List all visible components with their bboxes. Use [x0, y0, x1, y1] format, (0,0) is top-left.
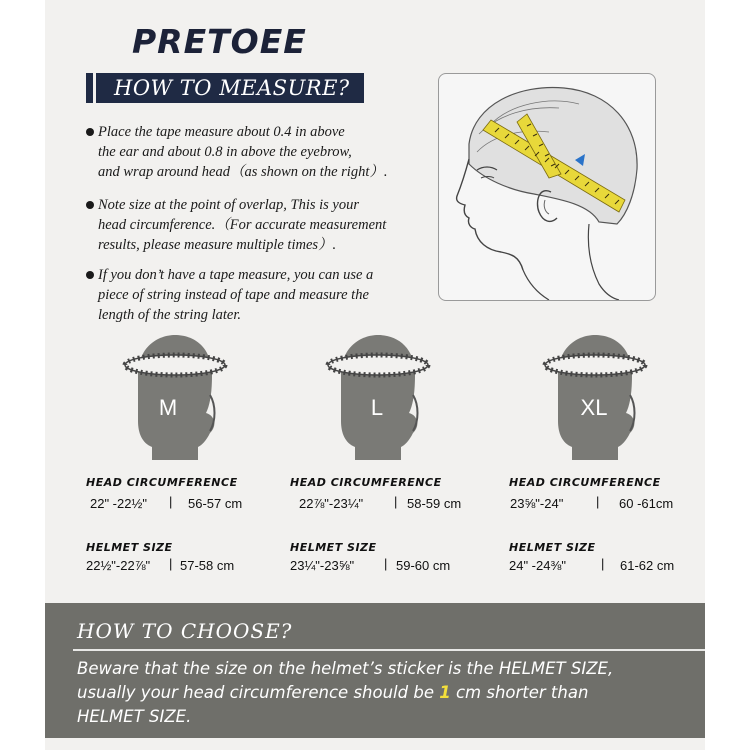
brand-logo: PRETOEE: [132, 22, 307, 61]
step-2-line-3: results, please measure multiple times）.: [98, 237, 337, 253]
size-l-head-cm: 58-59 cm: [407, 496, 462, 511]
step-2-line-2: head circumference.（For accurate measurement: [98, 217, 387, 233]
choose-line-1: Beware that the size on the helmet’s sticker is the HELMET SIZE,: [77, 659, 614, 678]
choose-line-2: [77, 681, 687, 705]
step-2-line-1: Note size at the point of overlap, This is your: [98, 197, 359, 213]
size-m-helmet-inches: 22½"-22⅞": [86, 558, 151, 573]
size-l-helmet-title: HELMET SIZE: [290, 541, 377, 554]
size-xl-helmet-cm: 61-62 cm: [620, 558, 675, 573]
step-3-line-2: piece of string instead of tape and measure the: [98, 287, 369, 303]
size-m-label: M: [158, 395, 178, 420]
size-xl-helmet-inches: 24" -24⅜": [509, 558, 566, 573]
size-l-head-inches: 22⅞"-23¼": [299, 496, 364, 511]
size-l-helmet-separator: |: [384, 556, 388, 571]
head-silhouette-icon: [540, 335, 650, 460]
size-xl-head-separator: |: [596, 494, 600, 509]
head-silhouette-icon: [120, 335, 230, 460]
size-xl-helmet-title: HELMET SIZE: [509, 541, 596, 554]
step-3-line-3: length of the string later.: [98, 307, 241, 323]
bullet-dot-icon: [86, 271, 94, 279]
size-l-head-separator: |: [394, 494, 398, 509]
measure-step-3: [86, 265, 373, 325]
size-l-label: L: [370, 395, 384, 420]
size-m-head-cm: 56-57 cm: [188, 496, 243, 511]
choose-line-2-end: cm shorter than: [450, 683, 589, 702]
size-m-helmet-title: HELMET SIZE: [86, 541, 173, 554]
title-accent-bar: [86, 73, 93, 103]
profile-head-illustration: [439, 74, 655, 300]
step-1-line-2: the ear and about 0.8 in above the eyebrow,: [98, 144, 352, 160]
bullet-dot-icon: [86, 128, 94, 136]
size-xl-head-cm: 60 -61cm: [619, 496, 674, 511]
choose-highlight-number: 1: [439, 683, 451, 702]
size-xl-head-title: HEAD CIRCUMFERENCE: [509, 476, 661, 489]
size-l-helmet-cm: 59-60 cm: [396, 558, 451, 573]
step-3-line-1: If you don’t have a tape measure, you can use a: [98, 267, 374, 283]
size-m-head-inches: 22" -22½": [90, 496, 147, 511]
choose-line-3: HELMET SIZE.: [77, 707, 192, 726]
size-m-helmet-separator: |: [169, 556, 173, 571]
choose-line-2-start: usually your head circumference should be: [77, 683, 440, 702]
how-to-measure-title: HOW TO MEASURE?: [96, 73, 364, 103]
measuring-illustration-frame: [438, 73, 656, 301]
measure-step-1: [86, 122, 387, 182]
size-xl-head-inches: 23⅝"-24": [510, 496, 564, 511]
title-divider: [73, 649, 705, 651]
how-to-choose-text: [77, 657, 687, 729]
size-l-helmet-inches: 23¼"-23⅝": [290, 558, 355, 573]
size-m-helmet-cm: 57-58 cm: [180, 558, 235, 573]
size-xl-label: XL: [580, 395, 608, 420]
size-m-head-title: HEAD CIRCUMFERENCE: [86, 476, 238, 489]
step-1-line-1: Place the tape measure about 0.4 in above: [98, 124, 345, 140]
size-xl-helmet-separator: |: [601, 556, 605, 571]
step-1-line-3: and wrap around head（as shown on the right）.: [98, 164, 388, 180]
how-to-choose-panel: [45, 603, 705, 738]
size-m-head-separator: |: [169, 494, 173, 509]
head-silhouette-icon: [323, 335, 433, 460]
measure-step-2: [86, 195, 386, 255]
bullet-dot-icon: [86, 201, 94, 209]
how-to-choose-title: HOW TO CHOOSE?: [77, 619, 293, 643]
size-l-head-title: HEAD CIRCUMFERENCE: [290, 476, 442, 489]
